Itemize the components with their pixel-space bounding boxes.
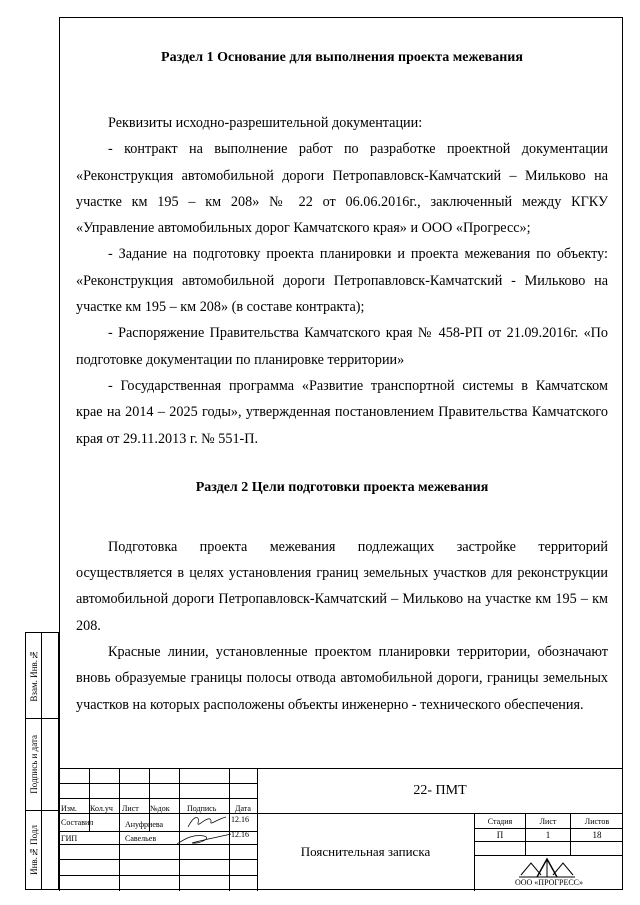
role-compiler: Составил bbox=[61, 818, 94, 827]
role-gip: ГИП bbox=[61, 834, 78, 843]
stage-value: П bbox=[496, 830, 504, 840]
section-1-paragraph: Реквизиты исходно-разрешительной документации: bbox=[108, 115, 423, 131]
section-1-paragraph: - Распоряжение Правительства Камчатского края № 458-РП от 21.09.2016г. «По подготовке документации по планировке территории» bbox=[76, 325, 608, 368]
signature-compiler-icon bbox=[184, 813, 229, 831]
header-kolуч: Кол.уч bbox=[90, 804, 113, 813]
section-1-paragraph: - контракт на выполнение работ по разработке проектной документации «Реконструкция автомобильной дороги Петропавловск-Камчатский – Мильково на участке км 195 – км 208» № 22 от 06.06.2016г., заключенный между КГКУ «Управление автомобильных дорог Камчатского края» и ООО «Прогресс»; bbox=[76, 141, 608, 237]
sidebar-label: Инв.№ Подл bbox=[28, 825, 39, 875]
header-izm: Изм. bbox=[61, 804, 77, 813]
header-list: Лист bbox=[122, 804, 139, 813]
document-body bbox=[76, 50, 608, 718]
header-ndoc: №док bbox=[150, 804, 170, 813]
name-gip: Савельев bbox=[125, 834, 157, 843]
sidebar-podpis bbox=[25, 718, 59, 811]
sheets-label: Листов bbox=[584, 817, 610, 826]
section-2-paragraph: Красные линии, установленные проектом планировки территории, обозначают вновь образуемые границы полосы отвода автомобильной дороги, границы земельных участков на которых расположены объекты инженерно - технического обеспечения. bbox=[76, 644, 608, 713]
document-code: 22- ПМТ bbox=[413, 783, 467, 798]
sidebar-vzam bbox=[25, 632, 59, 719]
section-1-title: Раздел 1 Основание для выполнения проекта межевания bbox=[161, 50, 523, 65]
date-compiler: 12.16 bbox=[231, 815, 249, 824]
title-block bbox=[59, 768, 623, 891]
company-logo-icon bbox=[517, 857, 577, 879]
sheet-label: Лист bbox=[539, 817, 557, 826]
header-podpis: Подпись bbox=[187, 804, 217, 813]
company-name: ООО «ПРОГРЕСС» bbox=[514, 878, 584, 887]
sidebar-label: Подпись и дата bbox=[28, 735, 39, 794]
name-compiler: Ануфриева bbox=[125, 820, 164, 829]
stage-label: Стадия bbox=[487, 817, 513, 826]
header-data: Дата bbox=[235, 804, 251, 813]
document-title: Пояснительная записка bbox=[300, 844, 431, 859]
sheet-value: 1 bbox=[545, 830, 551, 840]
date-gip: 12.16 bbox=[231, 830, 249, 839]
signature-gip-icon bbox=[174, 830, 234, 848]
section-2-title: Раздел 2 Цели подготовки проекта межевания bbox=[195, 479, 489, 495]
section-1-paragraph: - Государственная программа «Развитие транспортной системы в Камчатском крае на 2014 – 2025 годы», утвержденная постановлением Правительства Камчатского края от 29.11.2013 г. № 551-П. bbox=[76, 377, 608, 447]
sheets-value: 18 bbox=[592, 830, 602, 840]
sidebar-label: Взам. Инв.№ bbox=[28, 649, 39, 702]
sidebar-inv bbox=[25, 810, 59, 890]
section-1-paragraph: - Задание на подготовку проекта планировки и проекта межевания по объекту: «Реконструкция автомобильной дороги Петропавловск-Камчатский - Мильково на участке км 195 – км 208» (в составе контракта); bbox=[76, 246, 608, 316]
section-2-paragraph: Подготовка проекта межевания подлежащих застройке территорий осуществляется в целях установления границ земельных участков для реконструкции автомобильной дороги Петропавловск-Камчатский – Мильково на участке км 195 – км 208. bbox=[76, 538, 608, 634]
